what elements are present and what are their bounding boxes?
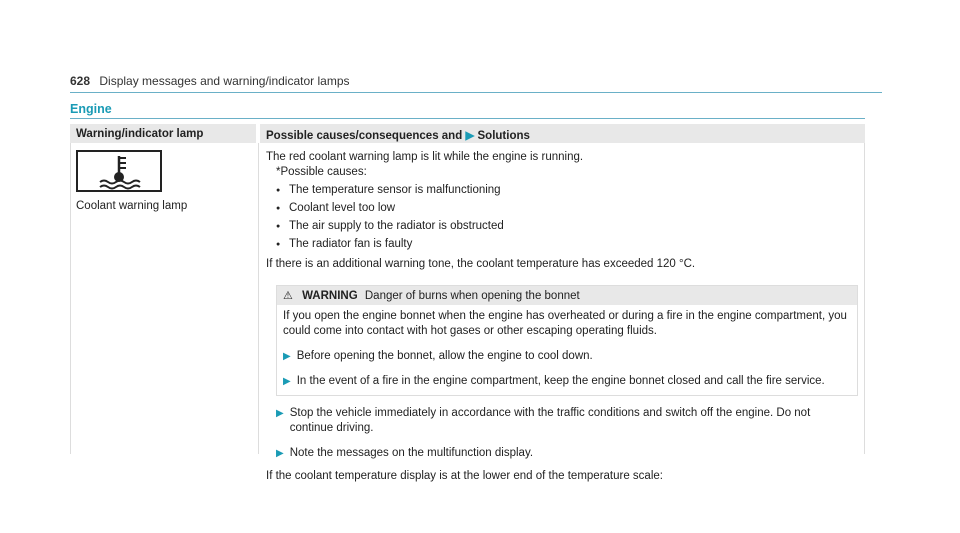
table-border-middle: [258, 143, 259, 454]
causes-content: [266, 150, 858, 484]
solution-step-text: Note the messages on the multifunction display.: [289, 447, 534, 459]
solutions-arrow-icon: ▶: [465, 130, 475, 142]
warning-step-text: Before opening the bonnet, allow the engine to cool down.: [296, 350, 593, 362]
arrow-icon: ▶: [283, 351, 291, 362]
page-header-title: Display messages and warning/indicator lamps: [99, 74, 350, 88]
possible-causes-label: *Possible causes:: [276, 166, 367, 178]
warning-step-text: In the event of a fire in the engine compartment, keep the engine bonnet closed and call the fire service.: [296, 375, 825, 387]
table-border-left: [70, 143, 71, 454]
solution-steps: [266, 406, 858, 461]
warning-lamp-table: [70, 124, 865, 482]
warning-subtitle: Danger of burns when opening the bonnet: [364, 290, 580, 302]
additional-text: If there is an additional warning tone, the coolant temperature has exceeded 120 °C.: [266, 258, 696, 270]
causes-list: [276, 183, 858, 255]
column-header-solutions: Solutions: [477, 130, 530, 142]
warning-step: [283, 374, 851, 389]
warning-step: [283, 349, 851, 364]
last-line-text: If the coolant temperature display is at the lower end of the temperature scale:: [266, 470, 663, 482]
lamp-label: Coolant warning lamp: [76, 200, 188, 212]
list-item: ● The air supply to the radiator is obstructed: [276, 219, 858, 237]
arrow-icon: ▶: [276, 448, 284, 459]
arrow-icon: ▶: [276, 408, 284, 419]
solution-step: [276, 446, 858, 461]
warning-box: [276, 285, 858, 396]
header-rule: [70, 92, 882, 93]
warning-body-text: If you open the engine bonnet when the engine has overheated or during a fire in the engine compartment, you could come into contact with hot gases or other escaping operating fluids.: [283, 310, 847, 337]
coolant-temperature-icon: [76, 150, 162, 192]
list-item: ● The temperature sensor is malfunctioning: [276, 183, 858, 201]
list-item: ● Coolant level too low: [276, 201, 858, 219]
solution-step: [276, 406, 858, 436]
warning-triangle-icon: ⚠: [283, 290, 293, 302]
page-number: 628: [70, 74, 91, 88]
list-item: ● The radiator fan is faulty: [276, 237, 858, 255]
warning-box-body: [277, 305, 857, 395]
page-header: [70, 74, 350, 88]
column-header-causes-text: Possible causes/consequences and: [266, 130, 463, 142]
warning-box-header: [277, 286, 857, 305]
table-border-right: [864, 143, 865, 454]
section-title: Engine: [70, 102, 112, 116]
column-header-causes: [260, 124, 865, 143]
warning-title: WARNING: [302, 290, 358, 302]
intro-text: The red coolant warning lamp is lit while the engine is running.: [266, 151, 584, 163]
section-rule: [70, 118, 865, 119]
solution-step-text: Stop the vehicle immediately in accordance with the traffic conditions and switch off the engine. Do not continue driving.: [289, 407, 811, 434]
column-header-lamp: Warning/indicator lamp: [70, 124, 256, 143]
arrow-icon: ▶: [283, 376, 291, 387]
